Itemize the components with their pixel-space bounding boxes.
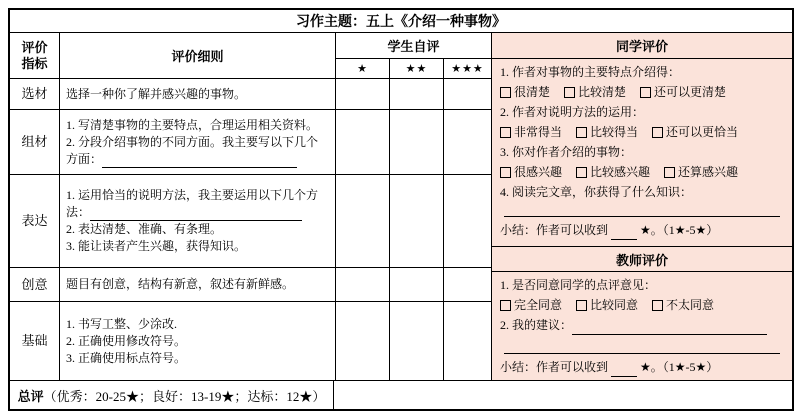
criteria-zucai [60,110,336,175]
blank-line[interactable] [102,156,297,168]
peer-q2-opt1 [500,122,562,142]
peer-q2-opt2 [576,122,638,142]
teacher-summary-prefix: 小结：作者可以收到 [500,360,609,374]
peer-q3-opt3 [664,162,738,182]
criteria-chuangyi [60,268,336,302]
peer-q2-opt3-label: 还可以更恰当 [666,125,739,139]
page-title: 习作主题：五上《介绍一种事物》 [10,10,792,33]
blank-line[interactable] [611,365,637,377]
teacher-q2-text: 2. 我的建议： [500,318,573,332]
self-eval-cell[interactable] [444,302,492,381]
criteria-zucai-line2 [66,134,329,168]
checkbox-icon[interactable] [564,87,575,98]
teacher-q1-options [500,295,784,315]
checkbox-icon[interactable] [500,300,511,311]
peer-q3-opt3-label: 还算感兴趣 [678,165,739,179]
criteria-biaoda-line1-text: 1. 运用恰当的说明方法，我主要运用以下几个方法： [66,188,319,219]
criteria-zucai-line1: 1. 写清楚事物的主要特点，合理运用相关资料。 [66,117,319,132]
criteria-column-header: 评价细则 [60,33,336,79]
criteria-jichu [60,302,336,381]
teacher-q1: 1. 是否同意同学的点评意见： [500,278,657,292]
criteria-xuancai-text: 选择一种你了解并感兴趣的事物。 [66,86,247,101]
self-eval-cell[interactable] [336,268,390,302]
criteria-biaoda-line2: 2. 表达清楚、准确、有条理。 [66,222,223,236]
teacher-q1-opt1-label: 完全同意 [514,298,563,312]
self-eval-cell[interactable] [444,79,492,110]
teacher-eval-header: 教师评价 [492,246,792,272]
criteria-jichu-line3: 3. 正确使用标点符号。 [66,350,187,365]
peer-q3-opt1 [500,162,562,182]
criteria-chuangyi-text: 题目有创意，结构有新意，叙述有新鲜感。 [66,277,295,291]
checkbox-icon[interactable] [652,127,663,138]
peer-q1: 1. 作者对事物的主要特点介绍得： [500,65,681,79]
checkbox-icon[interactable] [500,87,511,98]
peer-q1-opt2-label: 比较清楚 [578,85,627,99]
peer-q3-opt2 [576,162,650,182]
peer-q1-options [500,82,784,102]
peer-q2-opt3 [652,122,738,142]
indicator-chuangyi: 创意 [10,268,60,302]
peer-summary-prefix: 小结：作者可以收到 [500,223,609,237]
evaluation-panel [492,33,792,381]
self-eval-cell[interactable] [390,110,444,175]
peer-q2-options [500,122,784,142]
overall-rating-input-cell[interactable] [334,381,792,409]
peer-q3: 3. 你对作者介绍的事物： [500,145,633,159]
criteria-biaoda-line3: 3. 能让读者产生兴趣，获得知识。 [66,239,247,253]
peer-q2-opt2-label: 比较得当 [590,125,639,139]
checkbox-icon[interactable] [576,127,587,138]
blank-line[interactable] [611,228,637,240]
self-eval-column-header: 学生自评 [336,33,492,59]
self-eval-cell[interactable] [336,175,390,268]
teacher-q1-opt2-label: 比较同意 [590,298,639,312]
self-eval-cell[interactable] [444,175,492,268]
evaluation-sheet [8,8,794,411]
peer-q1-opt3 [640,82,726,102]
teacher-q1-opt2 [576,295,638,315]
self-eval-cell[interactable] [390,79,444,110]
checkbox-icon[interactable] [576,167,587,178]
self-eval-cell[interactable] [390,302,444,381]
teacher-summary-suffix: ★。（1★-5★） [640,360,719,374]
checkbox-icon[interactable] [640,87,651,98]
peer-q1-opt1 [500,82,550,102]
peer-q1-opt2 [564,82,626,102]
indicator-zucai: 组材 [10,110,60,175]
overall-rating-label [10,381,334,409]
star2-header: ★★ [390,59,444,79]
blank-line[interactable] [504,202,780,217]
star3-header: ★★★ [444,59,492,79]
indicator-jichu: 基础 [10,302,60,381]
self-eval-cell[interactable] [336,302,390,381]
criteria-xuancai [60,79,336,110]
checkbox-icon[interactable] [576,300,587,311]
rubric-grid [10,33,792,381]
peer-q3-options [500,162,784,182]
peer-q2: 2. 作者对说明方法的运用： [500,105,645,119]
indicator-xuancai: 选材 [10,79,60,110]
blank-line[interactable] [504,339,780,354]
criteria-jichu-line2: 2. 正确使用修改符号。 [66,333,187,348]
checkbox-icon[interactable] [500,127,511,138]
criteria-biaoda-line1 [66,187,329,221]
indicator-column-header [10,33,60,79]
peer-q1-opt3-label: 还可以更清楚 [654,85,727,99]
blank-line[interactable] [572,323,767,335]
indicator-biaoda: 表达 [10,175,60,268]
criteria-zucai-line2-text: 2. 分段介绍事物的不同方面。我主要写以下几个方面： [66,134,319,166]
peer-summary [500,220,784,240]
teacher-eval-body [492,272,792,380]
peer-q4: 4. 阅读完文章，你获得了什么知识： [500,185,693,199]
overall-rating-row [10,381,792,409]
peer-eval-body [492,59,792,246]
checkbox-icon[interactable] [664,167,675,178]
teacher-q2 [500,315,784,335]
self-eval-cell[interactable] [390,268,444,302]
criteria-jichu-line1: 1. 书写工整、少涂改. [66,316,178,331]
checkbox-icon[interactable] [652,300,663,311]
teacher-q1-opt3-label: 不太同意 [666,298,715,312]
peer-eval-header: 同学评价 [492,33,792,59]
peer-q2-opt1-label: 非常得当 [514,125,563,139]
criteria-biaoda [60,175,336,268]
self-eval-cell[interactable] [336,79,390,110]
peer-q3-opt2-label: 比较感兴趣 [590,165,651,179]
star1-header: ★ [336,59,390,79]
peer-summary-suffix: ★。（1★-5★） [640,223,719,237]
teacher-summary [500,357,784,377]
self-eval-cell[interactable] [336,110,390,175]
indicator-header-line2: 指标 [21,55,48,71]
self-eval-cell[interactable] [390,175,444,268]
teacher-q1-opt3 [652,295,714,315]
checkbox-icon[interactable] [500,167,511,178]
overall-rating-scale: （优秀：20-25★；良好：13-19★；达标：12★） [43,388,326,404]
self-eval-cell[interactable] [444,110,492,175]
overall-rating-title: 总评 [17,388,44,404]
blank-line[interactable] [90,209,302,221]
teacher-q1-opt1 [500,295,562,315]
peer-q3-opt1-label: 很感兴趣 [514,165,563,179]
self-eval-cell[interactable] [444,268,492,302]
indicator-header-line1: 评价 [21,39,48,55]
peer-q1-opt1-label: 很清楚 [514,85,551,99]
